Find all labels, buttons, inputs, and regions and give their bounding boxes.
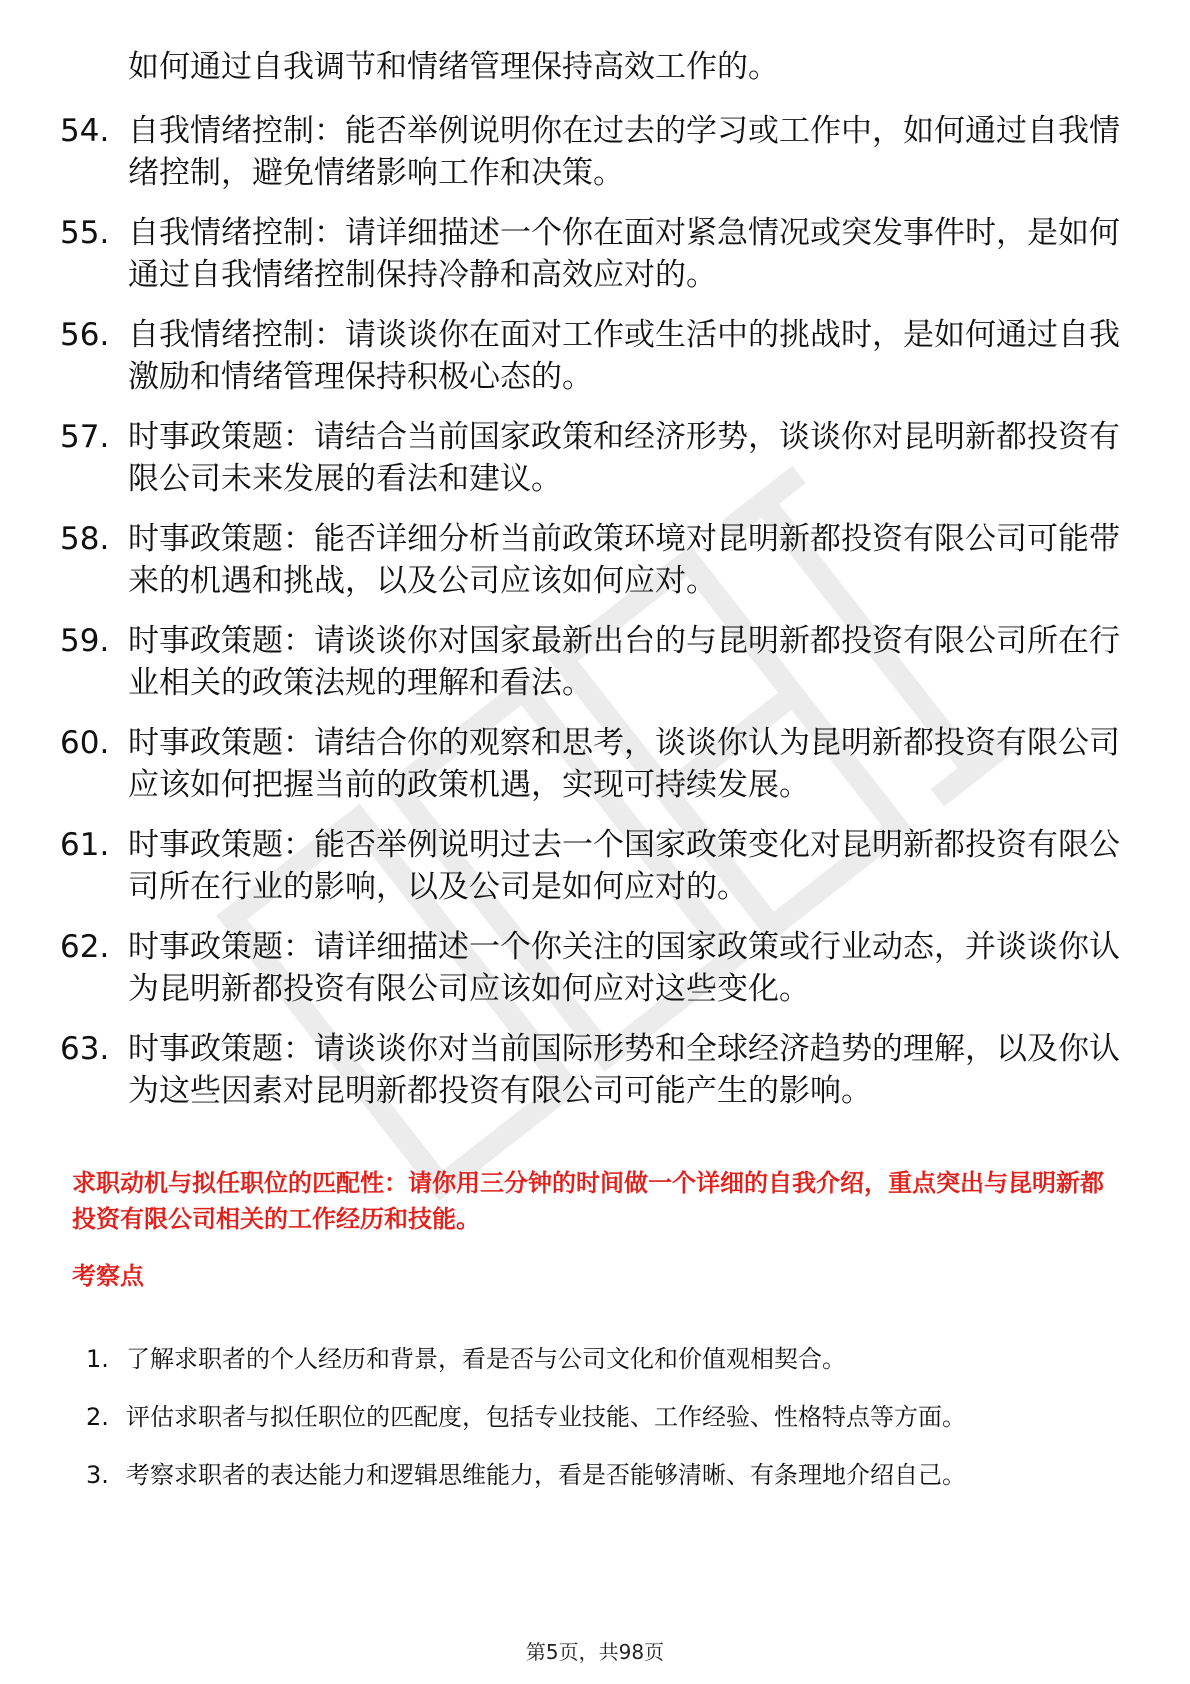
focus-point-text: 考察求职者的表达能力和逻辑思维能力，看是否能够清晰、有条理地介绍自己。 [126, 1461, 966, 1489]
question-text: 自我情绪控制：请谈谈你在面对工作或生活中的挑战时，是如何通过自我激励和情绪管理保持积极心态的。 [128, 317, 1120, 395]
question-number: 60. [60, 725, 110, 761]
question-number: 63. [60, 1031, 110, 1067]
question-item [60, 518, 1120, 602]
focus-point-text: 评估求职者与拟任职位的匹配度，包括专业技能、工作经验、性格特点等方面。 [126, 1403, 966, 1431]
focus-points-list [86, 1330, 1116, 1504]
focus-point [86, 1446, 1116, 1504]
question-item [60, 314, 1120, 398]
question-text: 时事政策题：请结合你的观察和思考，谈谈你认为昆明新都投资有限公司应该如何把握当前的政策机遇，实现可持续发展。 [128, 725, 1120, 803]
question-number: 61. [60, 827, 110, 863]
question-number: 58. [60, 521, 110, 557]
question-item [60, 416, 1120, 500]
question-number: 54. [60, 113, 110, 149]
question-item [60, 824, 1120, 908]
question-item [60, 212, 1120, 296]
question-number: 59. [60, 623, 110, 659]
question-list [60, 110, 1120, 1130]
question-item [60, 1028, 1120, 1112]
question-continuation: 如何通过自我调节和情绪管理保持高效工作的。 [128, 49, 779, 85]
question-text: 自我情绪控制：请详细描述一个你在面对紧急情况或突发事件时，是如何通过自我情绪控制保持冷静和高效应对的。 [128, 215, 1120, 293]
focus-point [86, 1330, 1116, 1388]
question-number: 62. [60, 929, 110, 965]
focus-point-text: 了解求职者的个人经历和背景，看是否与公司文化和价值观相契合。 [126, 1345, 846, 1373]
question-text: 时事政策题：请谈谈你对国家最新出台的与昆明新都投资有限公司所在行业相关的政策法规的理解和看法。 [128, 623, 1120, 701]
question-text: 时事政策题：能否详细分析当前政策环境对昆明新都投资有限公司可能带来的机遇和挑战，以及公司应该如何应对。 [128, 521, 1120, 599]
focus-heading: 考察点 [72, 1262, 144, 1290]
question-item [60, 620, 1120, 704]
question-item [60, 110, 1120, 194]
question-number: 57. [60, 419, 110, 455]
question-text: 时事政策题：能否举例说明过去一个国家政策变化对昆明新都投资有限公司所在行业的影响，以及公司是如何应对的。 [128, 827, 1120, 905]
question-number: 56. [60, 317, 110, 353]
focus-point [86, 1388, 1116, 1446]
highlighted-question: 求职动机与拟任职位的匹配性：请你用三分钟的时间做一个详细的自我介绍，重点突出与昆明新都投资有限公司相关的工作经历和技能。 [72, 1169, 1104, 1233]
focus-point-number: 2. [86, 1403, 109, 1431]
question-text: 时事政策题：请谈谈你对当前国际形势和全球经济趋势的理解，以及你认为这些因素对昆明新都投资有限公司可能产生的影响。 [128, 1031, 1120, 1109]
page-footer: 第5页，共98页 [525, 1640, 665, 1664]
focus-point-number: 3. [86, 1461, 109, 1489]
question-text: 时事政策题：请详细描述一个你关注的国家政策或行业动态，并谈谈你认为昆明新都投资有限公司应该如何应对这些变化。 [128, 929, 1120, 1007]
question-text: 自我情绪控制：能否举例说明你在过去的学习或工作中，如何通过自我情绪控制，避免情绪影响工作和决策。 [128, 113, 1120, 191]
question-number: 55. [60, 215, 110, 251]
question-item [60, 722, 1120, 806]
question-text: 时事政策题：请结合当前国家政策和经济形势，谈谈你对昆明新都投资有限公司未来发展的看法和建议。 [128, 419, 1120, 497]
question-item [60, 926, 1120, 1010]
focus-point-number: 1. [86, 1345, 109, 1373]
